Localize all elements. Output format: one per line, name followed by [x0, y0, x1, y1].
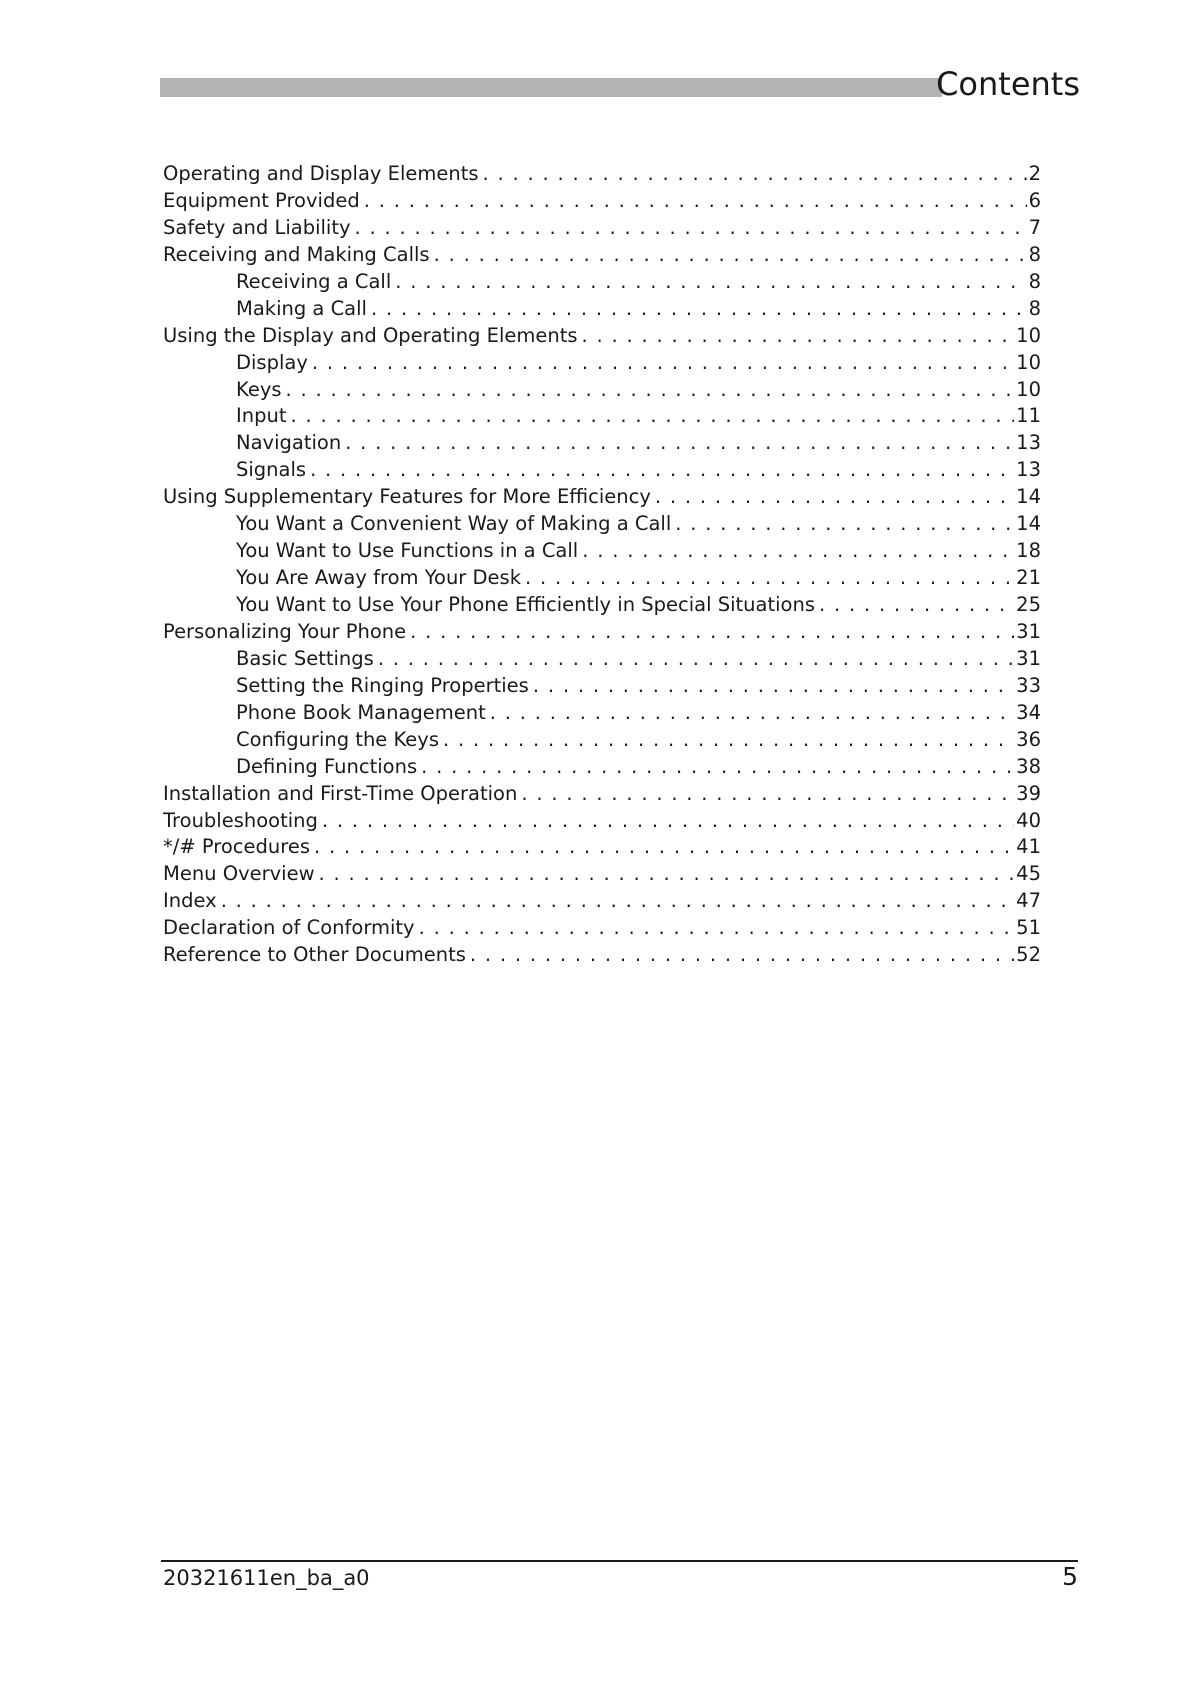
toc-entry-title: Navigation	[236, 431, 342, 455]
toc-entry[interactable]	[163, 942, 1041, 969]
toc-dot-leader	[378, 646, 1014, 673]
toc-dot-leader	[410, 619, 1014, 646]
toc-dot-leader	[286, 377, 1015, 404]
toc-entry[interactable]	[163, 619, 1041, 646]
toc-entry-title: Using Supplementary Features for More Efficiency	[163, 485, 651, 509]
toc-entry-title: Keys	[236, 377, 282, 401]
toc-dot-leader	[291, 403, 1015, 430]
toc-entry-page: 51	[1016, 916, 1041, 940]
toc-entry-page: 31	[1016, 619, 1041, 643]
toc-entry-title: Display	[236, 350, 308, 374]
toc-entry[interactable]	[163, 888, 1041, 915]
toc-dot-leader	[521, 781, 1014, 808]
toc-entry[interactable]	[163, 781, 1041, 808]
toc-dot-leader	[312, 350, 1014, 377]
toc-dot-leader	[345, 430, 1014, 457]
page-title: Contents	[936, 65, 1080, 103]
toc-entry-page: 38	[1016, 754, 1041, 778]
toc-entry-title: Setting the Ringing Properties	[236, 673, 529, 697]
toc-dot-leader	[582, 538, 1014, 565]
toc-entry-title: Receiving and Making Calls	[163, 242, 430, 266]
toc-dot-leader	[355, 215, 1027, 242]
toc-entry-page: 34	[1016, 700, 1041, 724]
toc-entry-page: 10	[1016, 350, 1041, 374]
toc-dot-leader	[319, 861, 1015, 888]
toc-entry-page: 47	[1016, 889, 1041, 913]
toc-entry-page: 18	[1016, 539, 1041, 563]
toc-dot-leader	[421, 754, 1014, 781]
toc-dot-leader	[364, 188, 1027, 215]
toc-entry[interactable]	[163, 538, 1041, 565]
toc-entry-page: 39	[1016, 781, 1041, 805]
footer-divider	[161, 1560, 1078, 1562]
toc-entry-page: 10	[1016, 323, 1041, 347]
toc-entry-page: 8	[1028, 242, 1041, 266]
toc-entry-title: Personalizing Your Phone	[163, 619, 407, 643]
toc-entry[interactable]	[163, 457, 1041, 484]
toc-entry-page: 8	[1028, 269, 1041, 293]
toc-entry-title: Declaration of Conformity	[163, 916, 415, 940]
toc-entry-page: 2	[1028, 162, 1041, 185]
toc-entry-title: You Are Away from Your Desk	[236, 566, 521, 590]
toc-entry-page: 8	[1028, 296, 1041, 320]
toc-entry[interactable]	[163, 242, 1041, 269]
toc-entry-title: Basic Settings	[236, 646, 374, 670]
toc-entry[interactable]	[163, 700, 1041, 727]
toc-dot-leader	[490, 700, 1014, 727]
toc-entry[interactable]	[163, 377, 1041, 404]
toc-dot-leader	[395, 269, 1026, 296]
toc-entry[interactable]	[163, 915, 1041, 942]
toc-entry-title: Index	[163, 889, 217, 913]
toc-entry[interactable]	[163, 430, 1041, 457]
toc-dot-leader	[582, 323, 1015, 350]
toc-entry-title: Input	[236, 404, 287, 428]
toc-entry-title: */# Procedures	[163, 835, 310, 859]
toc-entry-title: Phone Book Management	[236, 700, 486, 724]
toc-entry-title: Making a Call	[236, 296, 367, 320]
toc-entry[interactable]	[163, 296, 1041, 323]
toc-entry[interactable]	[163, 269, 1041, 296]
toc-dot-leader	[470, 942, 1014, 969]
toc-entry-page: 45	[1016, 862, 1041, 886]
toc-entry-title: Installation and First-Time Operation	[163, 781, 518, 805]
toc-dot-leader	[434, 242, 1027, 269]
toc-entry[interactable]	[163, 673, 1041, 700]
toc-entry[interactable]	[163, 350, 1041, 377]
toc-entry[interactable]	[163, 861, 1041, 888]
toc-dot-leader	[221, 888, 1014, 915]
toc-entry-title: You Want a Convenient Way of Making a Call	[236, 512, 672, 536]
toc-dot-leader	[525, 565, 1014, 592]
toc-entry-title: Reference to Other Documents	[163, 943, 466, 967]
toc-entry-page: 52	[1016, 943, 1041, 967]
toc-entry[interactable]	[163, 403, 1041, 430]
toc-entry-title: Safety and Liability	[163, 215, 351, 239]
toc-entry-title: You Want to Use Your Phone Efficiently in Special Situations	[236, 593, 815, 616]
toc-entry[interactable]	[163, 592, 1041, 619]
toc-entry-page: 11	[1016, 404, 1041, 428]
toc-entry-title: Defining Functions	[236, 754, 418, 778]
document-code: 20321611en_ba_a0	[163, 1566, 370, 1590]
toc-entry-page: 6	[1028, 188, 1041, 212]
toc-entry-page: 40	[1016, 808, 1041, 832]
toc-entry-page: 14	[1016, 485, 1041, 509]
toc-entry-title: Equipment Provided	[163, 188, 360, 212]
toc-dot-leader	[655, 484, 1014, 511]
toc-entry[interactable]	[163, 646, 1041, 673]
toc-dot-leader	[314, 834, 1014, 861]
page-number: 5	[1062, 1562, 1078, 1591]
toc-entry-title: Using the Display and Operating Elements	[163, 323, 578, 347]
toc-entry-title: You Want to Use Functions in a Call	[236, 539, 579, 563]
toc-entry[interactable]	[163, 215, 1041, 242]
toc-dot-leader	[310, 457, 1014, 484]
toc-dot-leader	[533, 673, 1014, 700]
toc-entry-page: 41	[1016, 835, 1041, 859]
toc-entry[interactable]	[163, 323, 1041, 350]
toc-dot-leader	[419, 915, 1015, 942]
toc-entry-page: 13	[1016, 431, 1041, 455]
toc-entry-page: 13	[1016, 458, 1041, 482]
toc-dot-leader	[819, 592, 1014, 619]
toc-entry-page: 10	[1016, 377, 1041, 401]
toc-entry-page: 31	[1016, 646, 1041, 670]
table-of-contents	[163, 161, 1041, 969]
toc-entry[interactable]	[163, 754, 1041, 781]
toc-entry[interactable]	[163, 161, 1041, 188]
toc-entry[interactable]	[163, 484, 1041, 511]
toc-dot-leader	[675, 511, 1014, 538]
toc-entry-page: 25	[1016, 593, 1041, 616]
toc-entry[interactable]	[163, 511, 1041, 538]
toc-entry-title: Signals	[236, 458, 307, 482]
toc-entry[interactable]	[163, 565, 1041, 592]
toc-dot-leader	[443, 727, 1014, 754]
toc-entry-page: 14	[1016, 512, 1041, 536]
toc-entry-page: 33	[1016, 673, 1041, 697]
toc-entry[interactable]	[163, 834, 1041, 861]
toc-entry-page: 21	[1016, 566, 1041, 590]
header-bar	[160, 78, 942, 97]
toc-dot-leader	[322, 808, 1014, 835]
toc-entry-title: Operating and Display Elements	[163, 162, 479, 185]
toc-entry-page: 7	[1028, 215, 1041, 239]
toc-entry[interactable]	[163, 808, 1041, 835]
toc-entry-page: 36	[1016, 727, 1041, 751]
toc-dot-leader	[483, 161, 1027, 188]
toc-entry[interactable]	[163, 188, 1041, 215]
toc-dot-leader	[371, 296, 1027, 323]
toc-entry-title: Configuring the Keys	[236, 727, 440, 751]
toc-entry-title: Menu Overview	[163, 862, 315, 886]
toc-entry-title: Troubleshooting	[163, 808, 318, 832]
toc-entry[interactable]	[163, 727, 1041, 754]
toc-entry-title: Receiving a Call	[236, 269, 392, 293]
